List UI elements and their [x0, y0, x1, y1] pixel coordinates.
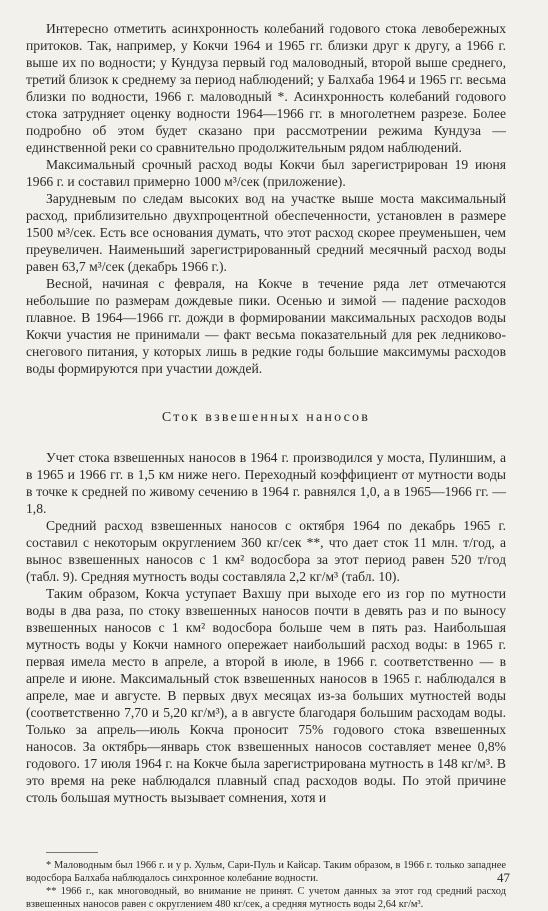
- footnotes: [26, 859, 506, 911]
- paragraph: Максимальный срочный расход воды Кокчи был зарегистрирован 19 июня 1966 г. и составил примерно 1000 м³/сек (приложение).: [26, 157, 506, 189]
- section-heading: Сток взвешенных наносов: [161, 410, 371, 425]
- page-number: 47: [497, 870, 510, 885]
- paragraph: Весной, начиная с февраля, на Кокче в течение ряда лет отмечаются небольшие по размерам дождевые пики. Осенью и зимой — падение расходов плавное. В 1964—1966 гг. дожди в формировании максимальных расходов воды Кокчи участия не принимали — факт весьма показательный для рек ледниково-снегового питания, у которых лишь в редкие годы большие максимумы расходов воды формируются при участии дождей.: [26, 276, 506, 376]
- body-text-bottom: [26, 449, 506, 806]
- footnote-divider: [46, 852, 98, 853]
- body-text-top: [26, 20, 506, 377]
- footnote: * Маловодным был 1966 г. и у р. Хульм, Сари-Пуль и Кайсар. Таким образом, в 1966 г. только западнее водосбора Балхаба наблюдалось синхронное колебание водности.: [26, 860, 506, 884]
- paragraph: Зарудневым по следам высоких вод на участке выше моста максимальный расход, приблизительно двухпроцентной обеспеченности, установлен в размере 1500 м³/сек. Есть все основания думать, что этот расход скорее преуменьшен, чем преувеличен. Наименьший зарегистрированный средний месячный расход воды равен 63,7 м³/сек (декабрь 1966 г.).: [26, 191, 506, 274]
- paragraph: Таким образом, Кокча уступает Вахшу при выходе его из гор по мутности воды в два раза, по стоку взвешенных наносов почти в девять раз и по выносу взвешенных наносов с 1 км² водосбора больше чем в пять раз. Наибольшая мутность воды у Кокчи намного опережает наибольший расход воды: в 1965 г. первая имела место в апреле, а второй в июле, в 1966 г. соответственно — в апреле и июне. Максимальный сток взвешенных наносов в 1965 г. наблюдался в апреле, мае и августе. В первых двух месяцах из-за больших мутностей воды (соответственно 7,70 и 5,20 кг/м³), а в августе благодаря большим расходам воды. Только за апрель—июль Кокча проносит 75% годового стока взвешенных наносов. За октябрь—январь сток взвешенных наносов составляет менее 0,8% годового. 17 июля 1964 г. на Кокче была зарегистрирована мутность в 148 кг/м³. В это время на реке наблюдался плавный спад расходов воды. По этой причине столь большая мутность вызывает сомнения, хотя и: [26, 586, 506, 805]
- paragraph: Интересно отметить асинхронность колебаний годового стока левобережных притоков. Так, например, у Кокчи 1964 и 1965 гг. близки друг к другу, а 1966 г. выше их по водности; у Кундуза первый год маловодный, второй выше среднего, третий близок к среднему за период наблюдений; у Балхаба 1964 и 1965 гг. весьма близки по водности, 1966 г. маловодный *. Асинхронность колебаний годового стока затрудняет оценку водности 1964—1966 гг. в многолетнем разрезе. Более подробно об этом будет сказано при рассмотрении режима Кундуза — единственной реки со сравнительно продолжительным рядом наблюдений.: [26, 21, 506, 155]
- paragraph: Средний расход взвешенных наносов с октября 1964 по декабрь 1965 г. составил с некоторым округлением 360 кг/сек **, что дает сток 11 млн. т/год, а вынос взвешенных наносов с 1 км² водосбора за этот период равен 520 т/год (табл. 9). Средняя мутность воды составляла 2,2 кг/м³ (табл. 10).: [26, 518, 506, 584]
- footnote: ** 1966 г., как многоводный, во внимание не принят. С учетом данных за этот год средний расход взвешенных наносов равен с округлением 480 кг/сек, а средняя мутность воды 2,64 кг/м³.: [26, 886, 506, 910]
- paragraph: Учет стока взвешенных наносов в 1964 г. производился у моста, Пулиншим, а в 1965 и 1966 гг. в 1,5 км ниже него. Переходный коэффициент от мутности воды в точке к средней по живому сечению в 1964 г. равнялся 1,0, а в 1965—1966 гг. — 1,8.: [26, 450, 506, 516]
